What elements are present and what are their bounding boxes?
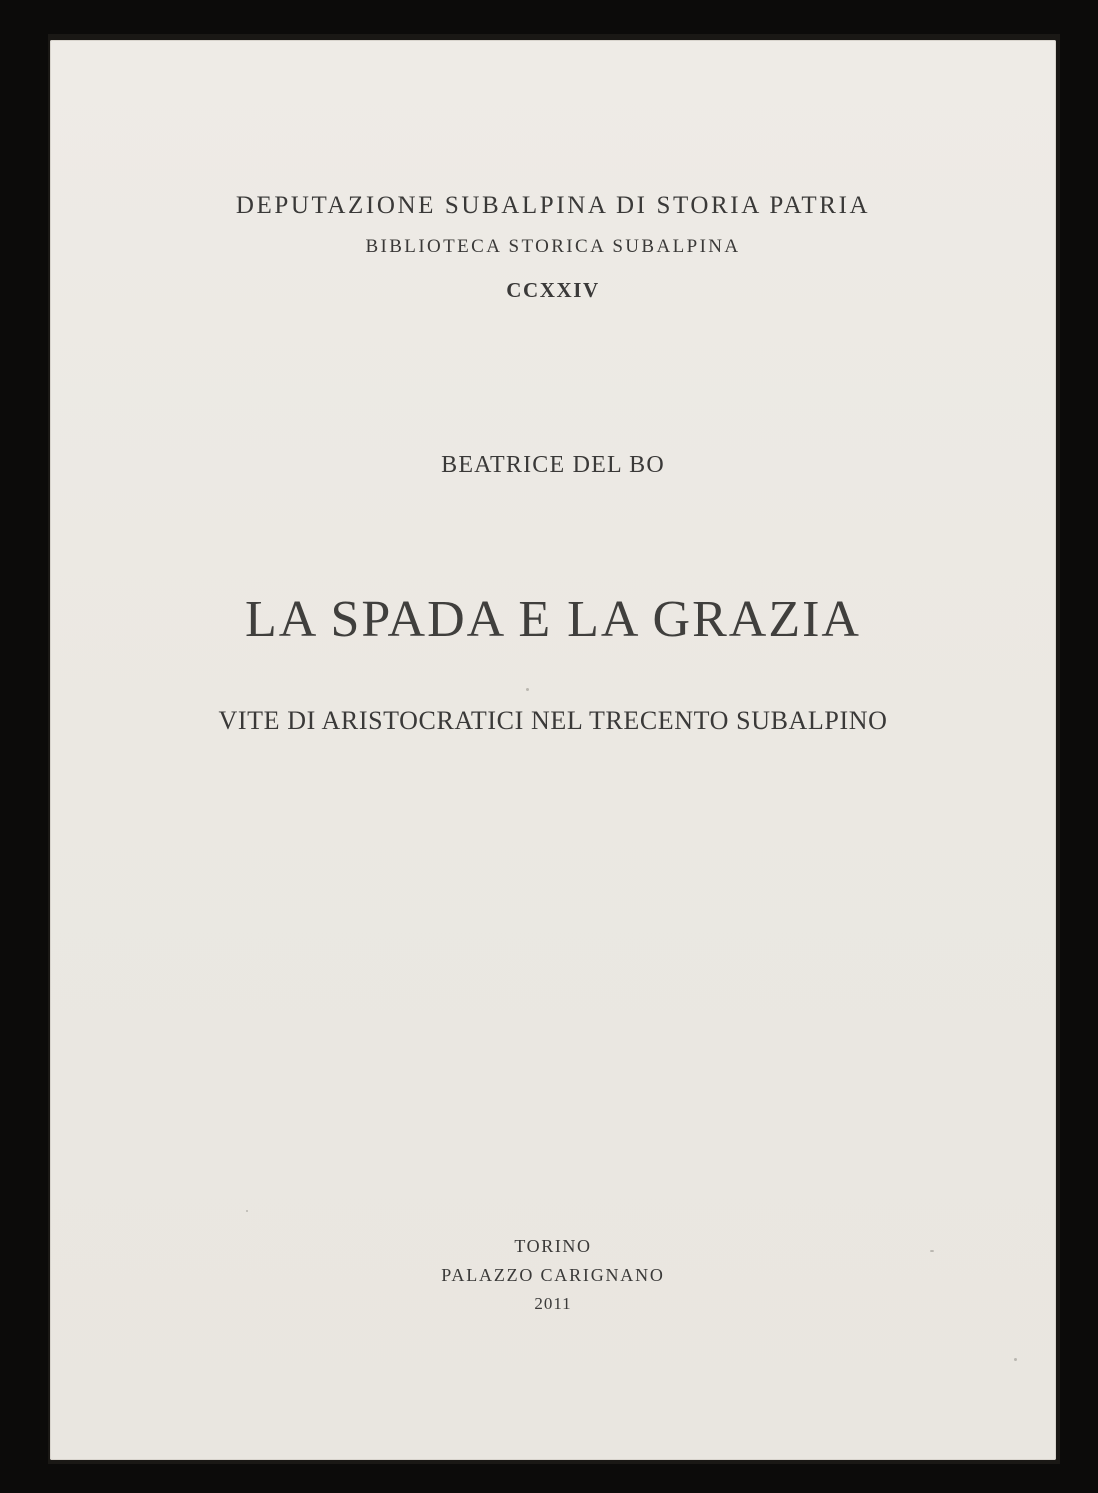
series-organization: DEPUTAZIONE SUBALPINA DI STORIA PATRIA <box>235 192 871 219</box>
author-name: BEATRICE DEL BO <box>441 452 665 478</box>
cover-speck <box>526 688 529 691</box>
book-cover <box>50 40 1056 1460</box>
cover-speck <box>930 1250 934 1252</box>
series-name: BIBLIOTECA STORICA SUBALPINA <box>365 236 741 257</box>
series-volume-number: CCXXIV <box>506 278 600 302</box>
publication-place: TORINO <box>514 1236 592 1256</box>
cover-speck <box>246 1210 248 1212</box>
cover-speck <box>1014 1358 1017 1361</box>
publisher-name: PALAZZO CARIGNANO <box>441 1265 665 1285</box>
book-title: LA SPADA E LA GRAZIA <box>245 591 861 648</box>
publication-year: 2011 <box>534 1294 572 1313</box>
book-subtitle: VITE DI ARISTOCRATICI NEL TRECENTO SUBALPINO <box>218 706 888 735</box>
